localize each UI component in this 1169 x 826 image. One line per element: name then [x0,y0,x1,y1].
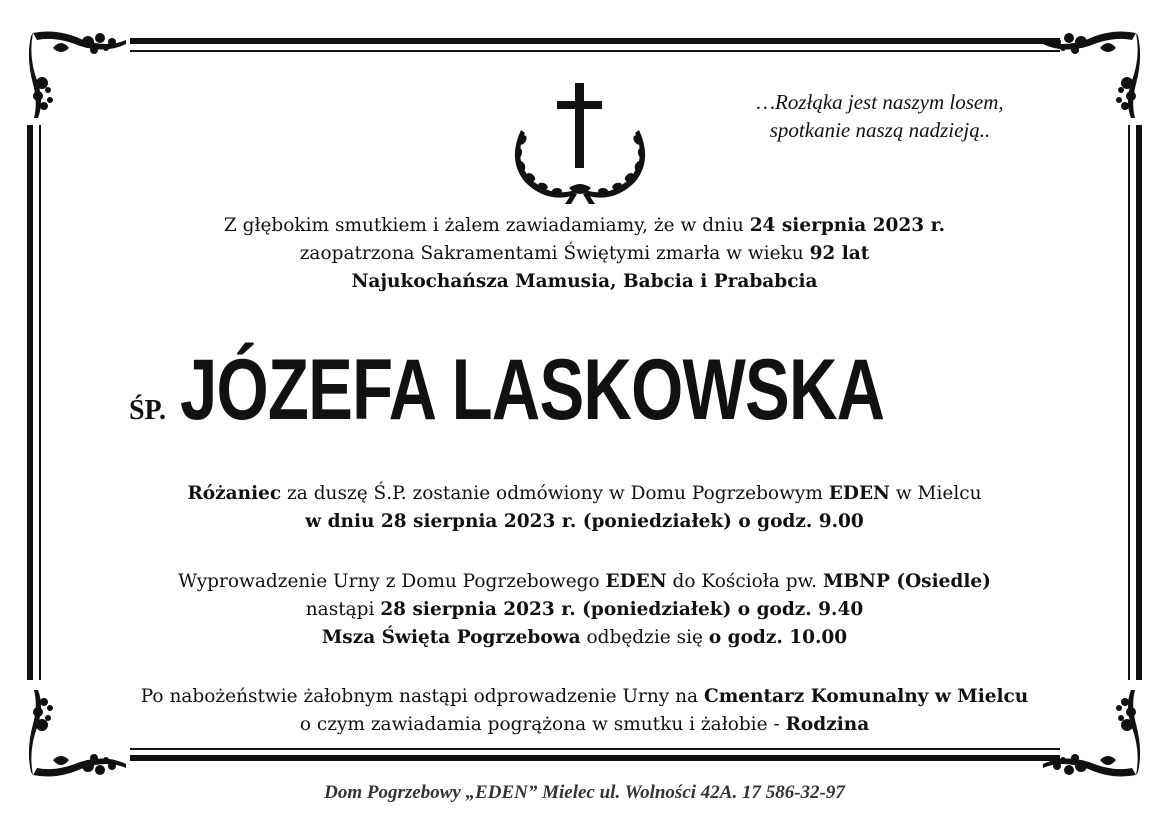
intro-line-1 [0,212,1169,240]
age: 92 lat [809,243,870,264]
date-of-death: 24 sierpnia 2023 r. [749,215,946,236]
mass-label: Msza Święta Pogrzebowa [321,627,581,648]
rosary-text: w Mielcu [889,483,982,504]
relationship: Najukochańsza Mamusia, Babcia i Prababcia [351,271,818,292]
funeral-text: odbędzie się [580,627,709,648]
burial-line-2 [0,711,1169,739]
quote-line-1: …Rozłąka jest naszym losem, [756,90,1004,114]
name-prefix: ŚP. [128,395,167,426]
deceased-name: JÓZEFA LASKOWSKA [180,342,885,438]
church-name: MBNP (Osiedle) [822,571,991,592]
rosary-line-2 [0,508,1169,536]
cemetery-name: Cmentarz Komunalny w Mielcu [703,686,1029,707]
rosary-line-1 [0,480,1169,508]
intro-line-3 [0,268,1169,296]
funeral-line-3 [0,624,1169,652]
funeral-info [0,568,1169,652]
quote-line-2: spotkanie naszą nadzieją.. [769,118,991,142]
frame-top-outer [130,38,1060,44]
intro-text: zaopatrzona Sakramentami Świętymi zmarła w wieku [299,243,810,264]
burial-line-1 [0,683,1169,711]
funeral-text: nastąpi [305,599,381,620]
funeral-home-footer: Dom Pogrzebowy „EDEN” Mielec ul. Wolności 42A. 17 586-32-97 [324,782,845,803]
motto-quote [700,88,1060,144]
mass-time: o godz. 10.00 [708,627,848,648]
burial-text: Po nabożeństwie żałobnym nastąpi odprowadzenie Urny na [140,686,704,707]
funeral-home-name: EDEN [828,483,890,504]
intro-text: Z głębokim smutkiem i żalem zawiadamiamy, że w dniu [223,215,750,236]
funeral-home-name: EDEN [605,571,667,592]
rosary-info [0,480,1169,536]
funeral-line-2 [0,596,1169,624]
rosary-label: Różaniec [187,483,282,504]
funeral-text: do Kościoła pw. [666,571,823,592]
cross-with-wreath-icon [505,78,655,208]
burial-info [0,683,1169,739]
rosary-datetime: w dniu 28 sierpnia 2023 r. (poniedziałek) o godz. 9.00 [305,511,864,532]
frame-bottom-outer [130,755,1060,761]
deceased-name-row [0,335,1169,445]
announcement-intro [0,212,1169,296]
family-signature: Rodzina [785,714,870,735]
procession-datetime: 28 sierpnia 2023 r. (poniedziałek) o godz. 9.40 [380,599,864,620]
floral-corner-ornament-icon [28,28,128,118]
frame-top-inner [130,50,1060,52]
intro-line-2 [0,240,1169,268]
funeral-line-1 [0,568,1169,596]
frame-bottom-inner [130,748,1060,750]
rosary-text: za duszę Ś.P. zostanie odmówiony w Domu Pogrzebowym [281,483,829,504]
burial-text: o czym zawiadamia pogrążona w smutku i żałobie - [299,714,786,735]
funeral-text: Wyprowadzenie Urny z Domu Pogrzebowego [178,571,606,592]
